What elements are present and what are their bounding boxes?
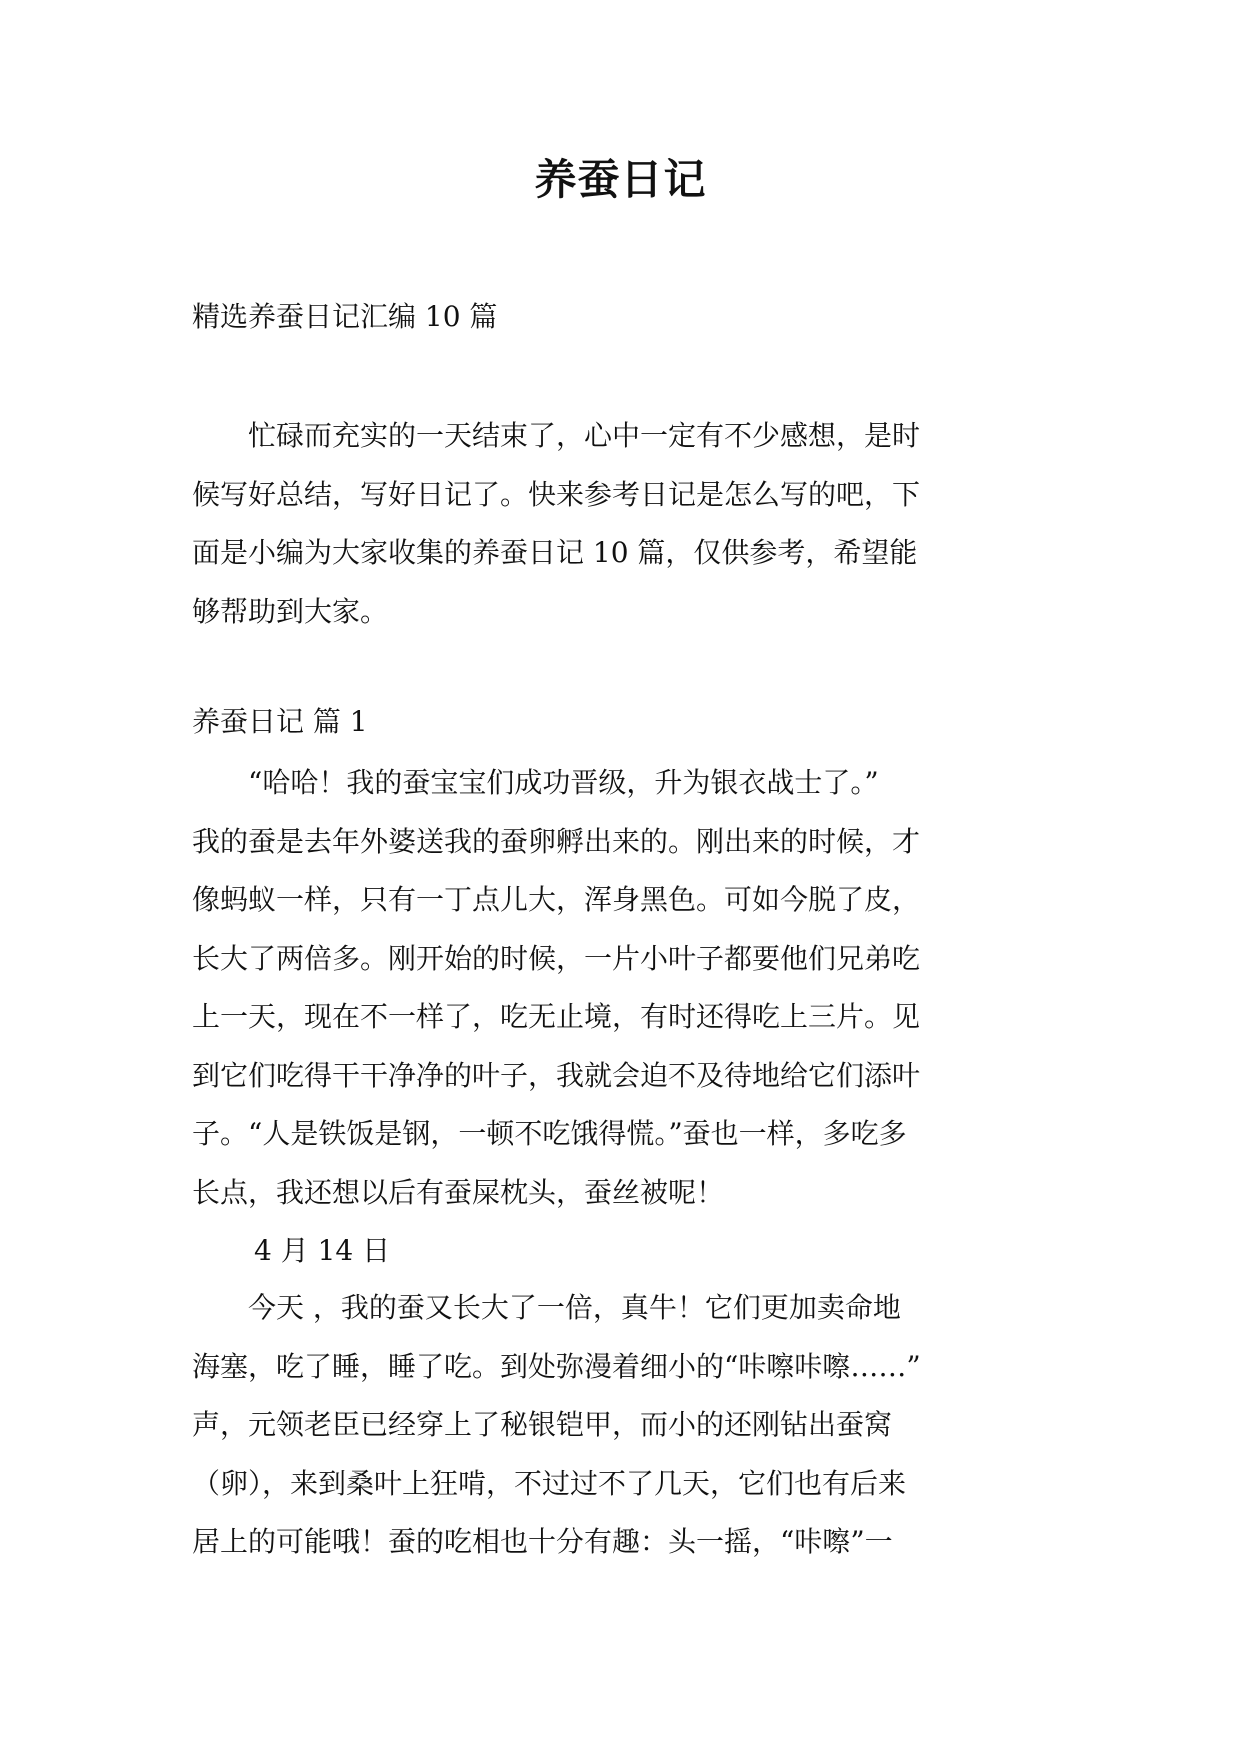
diary-entry-paragraph bbox=[192, 1279, 1064, 1572]
entry-line: 声，元领老臣已经穿上了秘银铠甲，而小的还刚钻出蚕窝 bbox=[192, 1408, 893, 1441]
document-subtitle: 精选养蚕日记汇编 10 篇 bbox=[192, 300, 498, 333]
entry-line: 我的蚕是去年外婆送我的蚕卵孵出来的。刚出来的时候，才 bbox=[192, 824, 921, 858]
intro-line: 忙碌而充实的一天结束了，心中一定有不少感想，是时 bbox=[192, 419, 921, 452]
intro-line: 候写好总结，写好日记了。快来参考日记是怎么写的吧，下 bbox=[192, 477, 921, 511]
entry-line: 子。“人是铁饭是钢，一顿不吃饿得慌。”蚕也一样，多吃多 bbox=[192, 1117, 907, 1150]
entry-date: 4 月 14 日 bbox=[254, 1234, 391, 1267]
entry-line: 像蚂蚁一样，只有一丁点儿大，浑身黑色。可如今脱了皮， bbox=[192, 883, 921, 916]
entry-line: 居上的可能哦！蚕的吃相也十分有趣：头一摇，“咔嚓”一 bbox=[192, 1525, 893, 1558]
entry-line: 海塞，吃了睡，睡了吃。到处弥漫着细小的“咔嚓咔嚓……” bbox=[192, 1349, 921, 1383]
entry-line: “哈哈！我的蚕宝宝们成功晋级，升为银衣战士了。” bbox=[192, 766, 879, 799]
entry-line: 到它们吃得干干净净的叶子，我就会迫不及待地给它们添叶 bbox=[192, 1058, 921, 1092]
entry-line: 长点，我还想以后有蚕屎枕头，蚕丝被呢！ bbox=[192, 1175, 725, 1209]
intro-line: 面是小编为大家收集的养蚕日记 10 篇，仅供参考，希望能 bbox=[192, 536, 918, 569]
document-title: 养蚕日记 bbox=[534, 155, 707, 204]
intro-line: 够帮助到大家。 bbox=[192, 594, 389, 628]
entry-line: 长大了两倍多。刚开始的时候，一片小叶子都要他们兄弟吃 bbox=[192, 941, 921, 975]
diary-entry-paragraph bbox=[192, 754, 1064, 1222]
entry-line: （卵），来到桑叶上狂啃，不过过不了几天，它们也有后来 bbox=[192, 1466, 907, 1500]
entry-line: 今天 ，我的蚕又长大了一倍，真牛！它们更加卖命地 bbox=[192, 1291, 901, 1324]
section-heading: 养蚕日记 篇 1 bbox=[192, 705, 368, 738]
intro-paragraph bbox=[192, 407, 1064, 641]
entry-line: 上一天，现在不一样了，吃无止境，有时还得吃上三片。见 bbox=[192, 1000, 921, 1033]
